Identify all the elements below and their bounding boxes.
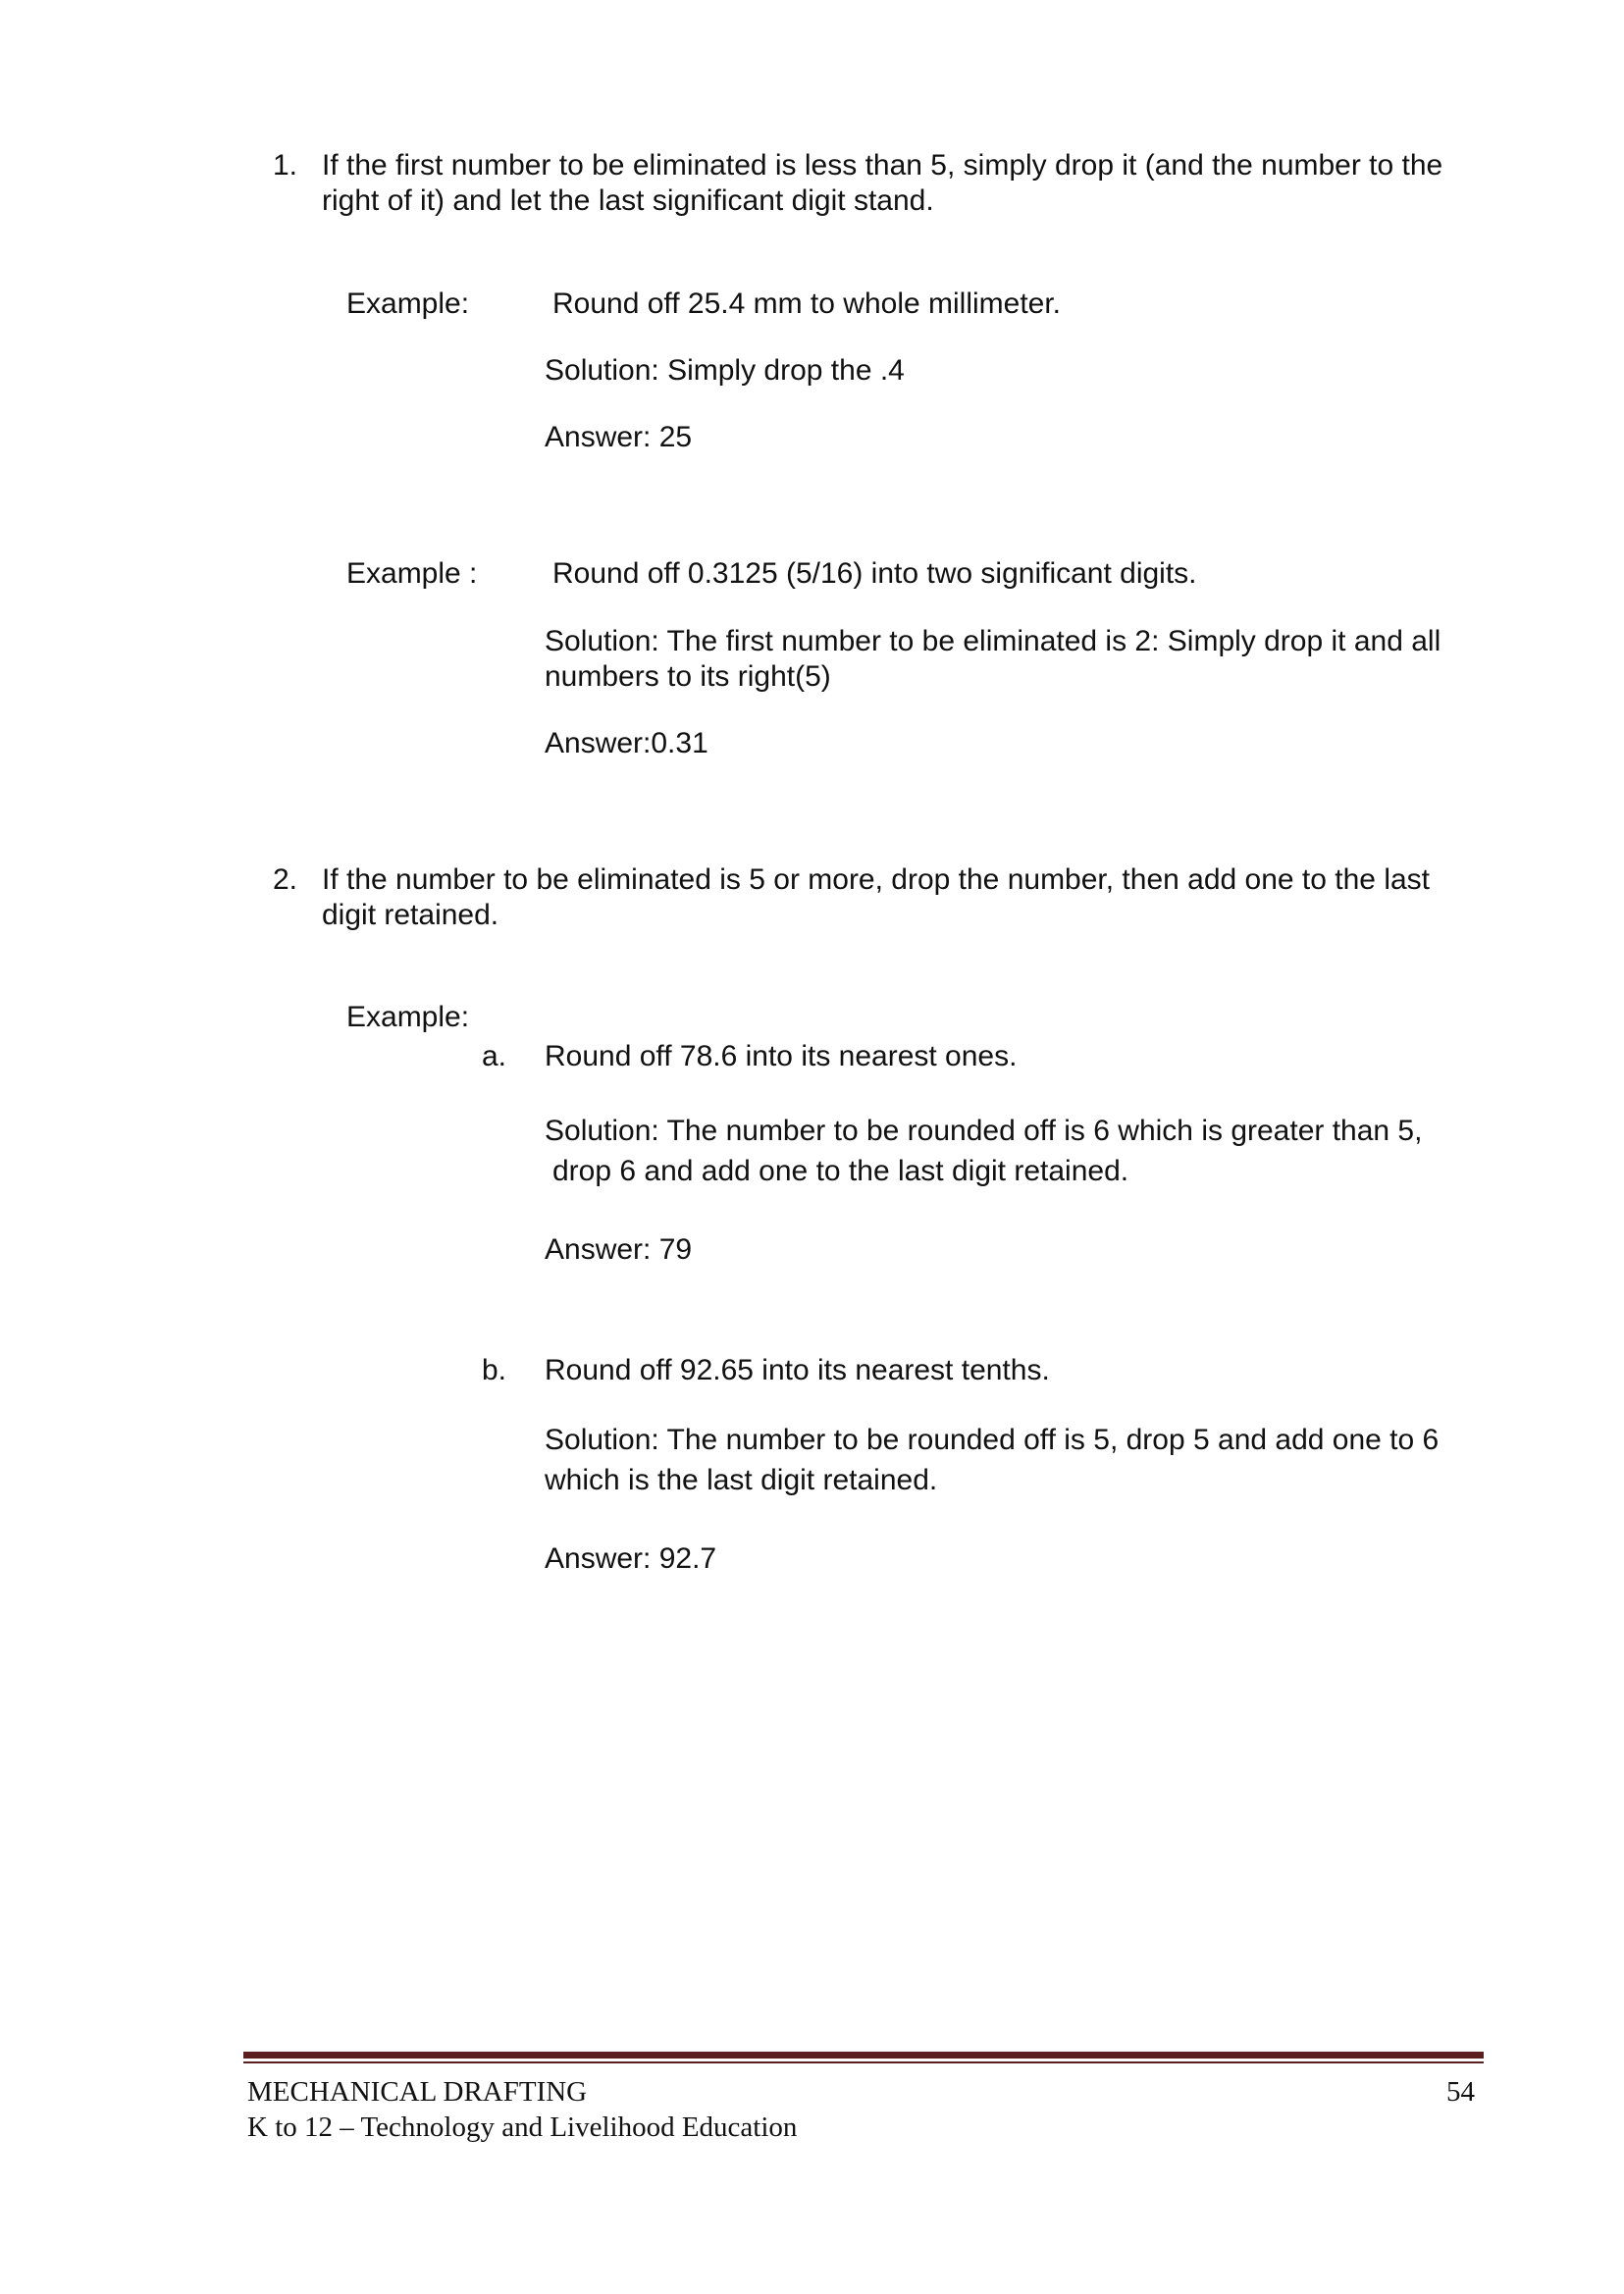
example-2-label: Example : — [346, 557, 478, 590]
footer-rule — [243, 2052, 1484, 2059]
example-1-problem: Round off 25.4 mm to whole millimeter. — [552, 287, 1062, 320]
example-2-solution-line-2: numbers to its right(5) — [545, 660, 831, 693]
rule-2-text-line-2: digit retained. — [322, 899, 499, 931]
sub-example-b-solution-line-2: which is the last digit retained. — [545, 1464, 938, 1496]
example-2-answer: Answer:0.31 — [545, 727, 708, 759]
rule-1-text-line-1: If the first number to be eliminated is less than 5, simply drop it (and the number to the — [322, 149, 1443, 182]
sub-example-b-answer: Answer: 92.7 — [545, 1542, 717, 1575]
example-1-solution: Solution: Simply drop the .4 — [545, 354, 905, 387]
example-1-label: Example: — [346, 287, 470, 320]
example-3-label: Example: — [346, 1001, 470, 1033]
footer-program: K to 12 – Technology and Livelihood Education — [247, 2112, 798, 2143]
sub-example-a-solution-line-2: drop 6 and add one to the last digit retained. — [552, 1155, 1129, 1187]
sub-example-a-answer: Answer: 79 — [545, 1233, 693, 1266]
sub-example-b-marker: b. — [482, 1354, 507, 1386]
rule-1-number: 1. — [273, 149, 298, 182]
rule-2-number: 2. — [273, 863, 298, 896]
sub-example-b-problem: Round off 92.65 into its nearest tenths. — [545, 1354, 1050, 1386]
footer-subject: MECHANICAL DRAFTING — [247, 2076, 588, 2108]
footer-rule-thin — [243, 2061, 1484, 2063]
sub-example-a-marker: a. — [482, 1040, 507, 1072]
rule-2-text-line-1: If the number to be eliminated is 5 or more, drop the number, then add one to the last — [322, 863, 1431, 896]
sub-example-a-problem: Round off 78.6 into its nearest ones. — [545, 1040, 1018, 1072]
sub-example-a-solution-line-1: Solution: The number to be rounded off is 6 which is greater than 5, — [545, 1115, 1423, 1147]
example-1-answer: Answer: 25 — [545, 421, 693, 453]
rule-1-text-line-2: right of it) and let the last significant digit stand. — [322, 184, 934, 217]
example-2-solution-line-1: Solution: The first number to be eliminated is 2: Simply drop it and all — [545, 625, 1441, 657]
footer-page-number: 54 — [1446, 2076, 1475, 2108]
example-2-problem: Round off 0.3125 (5/16) into two significant digits. — [552, 557, 1197, 590]
sub-example-b-solution-line-1: Solution: The number to be rounded off is 5, drop 5 and add one to 6 — [545, 1424, 1440, 1456]
